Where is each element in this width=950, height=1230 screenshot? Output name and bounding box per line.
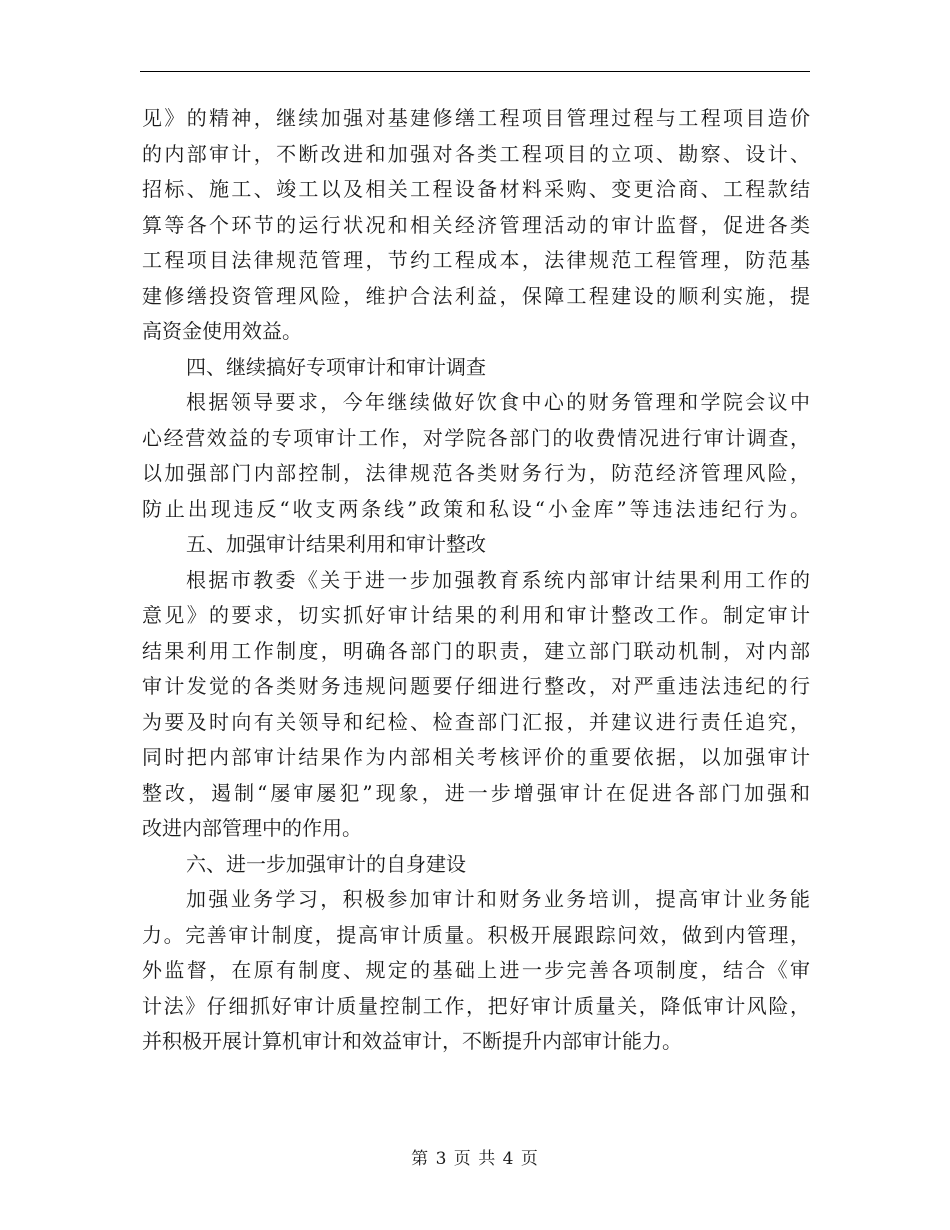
text-line: 意见》的要求，切实抓好审计结果的利用和审计整改工作。制定审计 — [142, 603, 810, 627]
text-line: 见》的精神，继续加强对基建修缮工程项目管理过程与工程项目造价 — [142, 106, 810, 130]
text-line: 并积极开展计算机审计和效益审计，不断提升内部审计能力。 — [142, 1029, 682, 1053]
text-line: 四、继续搞好专项审计和审计调查 — [186, 354, 486, 379]
text-line: 防止出现违反“收支两条线”政策和私设“小金库”等违法违纪行为。 — [142, 496, 810, 521]
text-line: 同时把内部审计结果作为内部相关考核评价的重要依据，以加强审计 — [142, 745, 810, 769]
text-line: 根据市教委《关于进一步加强教育系统内部审计结果利用工作的 — [186, 567, 810, 592]
header-rule — [140, 71, 810, 72]
page-footer: 第 3 页 共 4 页 — [411, 1149, 539, 1169]
text-line: 根据领导要求，今年继续做好饮食中心的财务管理和学院会议中 — [186, 390, 810, 414]
text-line: 整改，遏制“屡审屡犯”现象，进一步增强审计在促进各部门加强和 — [142, 780, 810, 805]
text-line: 高资金使用效益。 — [142, 319, 302, 343]
text-line: 六、进一步加强审计的自身建设 — [186, 851, 466, 876]
text-line: 工程项目法律规范管理，节约工程成本，法律规范工程管理，防范基 — [142, 248, 810, 272]
text-line: 招标、施工、竣工以及相关工程设备材料采购、变更洽商、工程款结 — [142, 177, 810, 201]
text-line: 为要及时向有关领导和纪检、检查部门汇报，并建议进行责任追究， — [142, 709, 810, 734]
text-line: 外监督，在原有制度、规定的基础上进一步完善各项制度，结合《审 — [142, 958, 810, 982]
text-line: 建修缮投资管理风险，维护合法利益，保障工程建设的顺利实施，提 — [142, 283, 810, 308]
text-line: 五、加强审计结果利用和审计整改 — [186, 532, 486, 556]
text-line: 改进内部管理中的作用。 — [142, 816, 362, 840]
text-line: 心经营效益的专项审计工作，对学院各部门的收费情况进行审计调查， — [142, 425, 810, 450]
text-line: 结果利用工作制度，明确各部门的职责，建立部门联动机制，对内部 — [142, 638, 810, 663]
document-body — [142, 101, 810, 1060]
text-line: 力。完善审计制度，提高审计质量。积极开展跟踪问效，做到内管理， — [142, 922, 810, 947]
text-line: 的内部审计，不断改进和加强对各类工程项目的立项、勘察、设计、 — [142, 141, 810, 166]
text-line: 计法》仔细抓好审计质量控制工作，把好审计质量关，降低审计风险， — [142, 993, 810, 1018]
text-line: 审计发觉的各类财务违规问题要仔细进行整改，对严重违法违纪的行 — [142, 674, 810, 698]
text-line: 算等各个环节的运行状况和相关经济管理活动的审计监督，促进各类 — [142, 212, 810, 237]
text-line: 加强业务学习，积极参加审计和财务业务培训，提高审计业务能 — [186, 887, 810, 911]
text-line: 以加强部门内部控制，法律规范各类财务行为，防范经济管理风险， — [142, 461, 810, 485]
